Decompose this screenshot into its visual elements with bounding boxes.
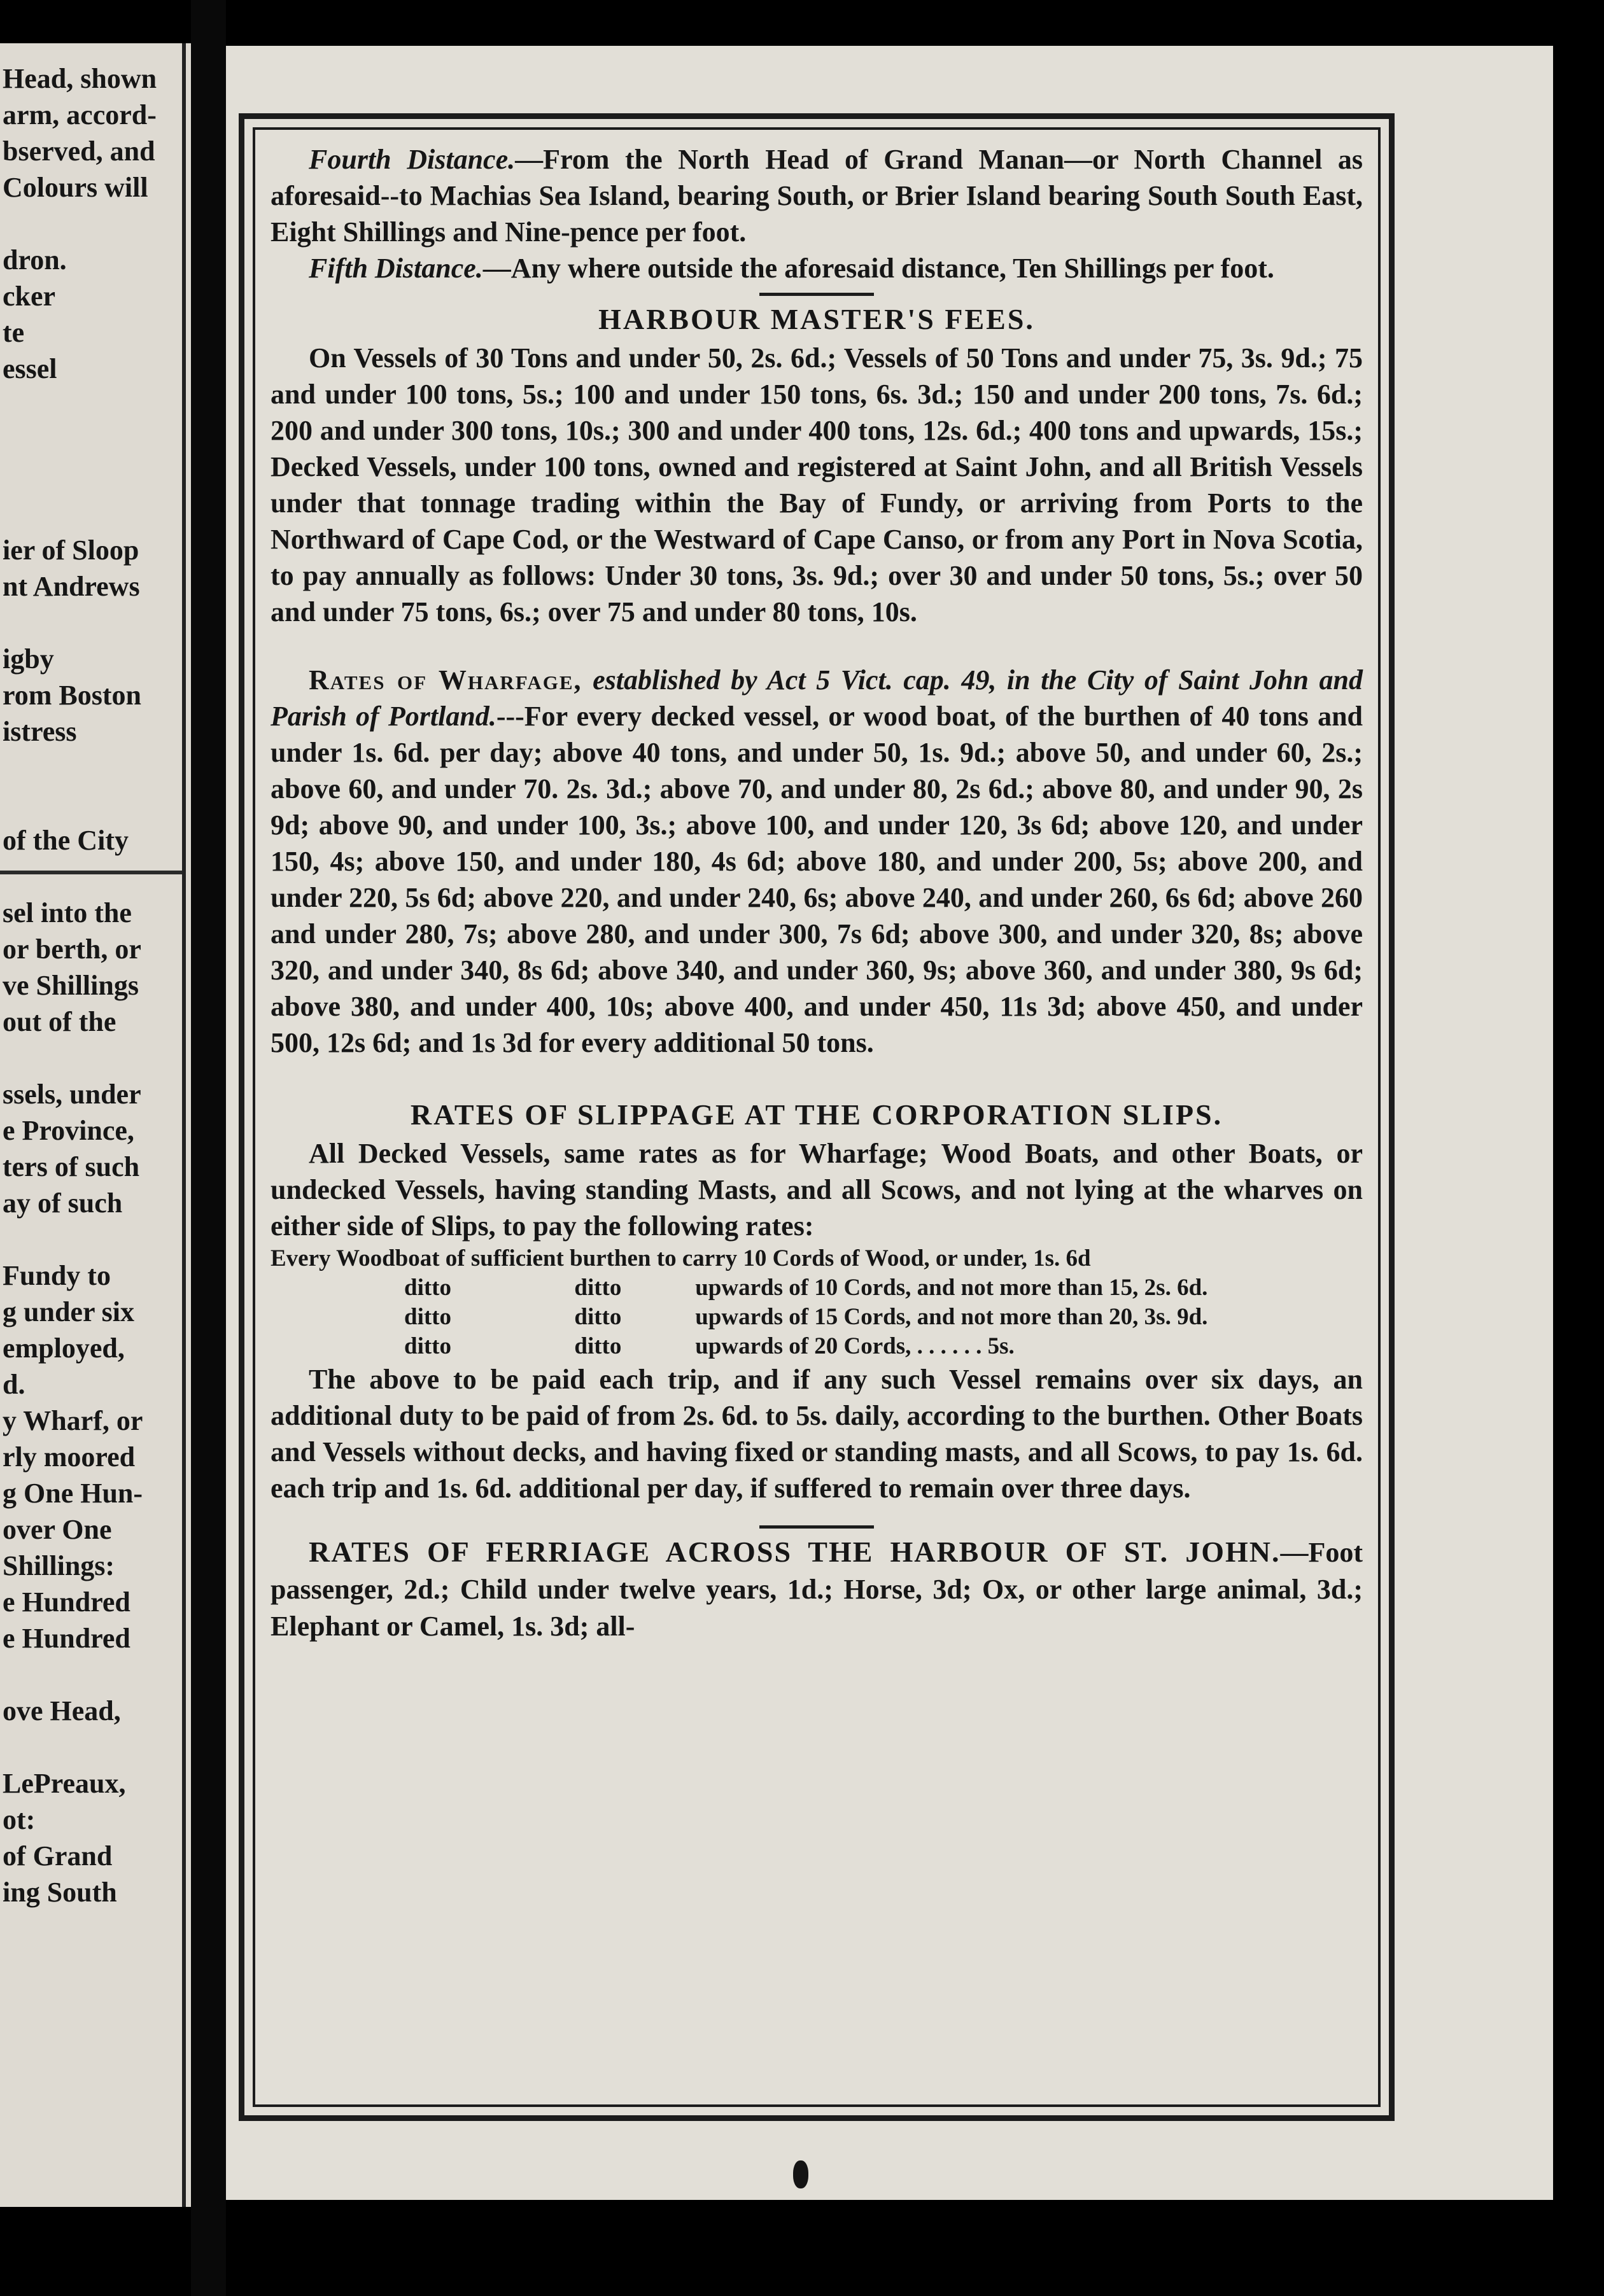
left-column-line: bserved, and: [3, 136, 155, 167]
left-column-line: e Hundred: [3, 1623, 130, 1654]
left-column-line: LePreaux,: [3, 1768, 126, 1799]
slippage-first-row: Every Woodboat of sufficient burthen to carry 10 Cords of Wood, or under, 1s. 6d: [271, 1245, 1091, 1271]
left-column-line: Shillings:: [3, 1550, 115, 1581]
table-cell: ditto: [574, 1304, 622, 1330]
table-cell: upwards of 10 Cords, and not more than 15, 2s. 6d.: [695, 1275, 1208, 1301]
left-column-line: ot:: [3, 1804, 36, 1835]
left-column-line: dron.: [3, 244, 67, 276]
left-column-border: [182, 43, 186, 2207]
left-column-line: or berth, or: [3, 934, 141, 965]
wharfage-paragraph: [271, 662, 1363, 1061]
left-column-line: sel into the: [3, 897, 132, 928]
left-column-line: nt Andrews: [3, 571, 140, 602]
table-cell: ditto: [404, 1275, 451, 1301]
left-column-line: ing South: [3, 1877, 117, 1908]
page-gutter: [191, 0, 226, 2296]
table-row: [271, 1303, 1363, 1332]
ferriage-paragraph: [271, 1534, 1363, 1644]
left-page-fragment: [0, 43, 191, 2207]
slippage-after-text: The above to be paid each trip, and if any such Vessel remains over six days, an additional duty to be paid of from 2s. 6d. to 5s. daily, according to the burthen. Other Boats and Vessels without decks, and having fixed or standing masts, and all Scows, to pay 1s. 6d. each trip and 1s. 6d. additional per day, if suffered to remain over three days.: [271, 1364, 1363, 1504]
left-column-rule: [0, 871, 185, 874]
left-column-line: of Grand: [3, 1840, 113, 1872]
wharfage-established: established by Act 5 Vict. cap. 49, in the City of Saint John and Parish of Portland.: [271, 664, 1363, 732]
fourth-distance-paragraph: [271, 141, 1363, 250]
left-column-line: Fundy to: [3, 1260, 111, 1291]
left-column-line: cker: [3, 281, 56, 312]
left-column-line: Head, shown: [3, 63, 157, 94]
left-column-line: ssels, under: [3, 1079, 141, 1110]
left-column-line: ove Head,: [3, 1695, 121, 1726]
left-column-line: e Province,: [3, 1115, 134, 1146]
left-column-line: over One: [3, 1514, 112, 1545]
left-column-line: employed,: [3, 1333, 125, 1364]
fourth-distance-label: Fourth Distance.: [309, 144, 516, 175]
left-column-line: rly moored: [3, 1441, 136, 1473]
left-column-line: arm, accord-: [3, 99, 157, 130]
left-column-line: Colours will: [3, 172, 148, 203]
ferriage-heading: RATES OF FERRIAGE ACROSS THE HARBOUR OF ST. JOHN.: [309, 1536, 1281, 1568]
left-column-line: ters of such: [3, 1151, 140, 1182]
page-content: [271, 141, 1363, 1644]
left-column-line: igby: [3, 643, 54, 675]
fourth-distance-text: —From the North Head of Grand Manan—or North Channel as aforesaid--to Machias Sea Island, bearing South, or Brier Island bearing South South East, Eight Shillings and Nine-pence per foot.: [271, 144, 1363, 248]
table-cell: upwards of 20 Cords, . . . . . . 5s.: [695, 1333, 1015, 1359]
left-column-line: of the City: [3, 825, 129, 856]
left-column-line: istress: [3, 716, 77, 747]
left-column-line: e Hundred: [3, 1586, 130, 1618]
page-ornament-mark: [793, 2160, 808, 2188]
table-cell: upwards of 15 Cords, and not more than 20, 3s. 9d.: [695, 1304, 1208, 1330]
slippage-rates-table: [271, 1273, 1363, 1361]
left-column-line: essel: [3, 353, 57, 384]
left-column-line: g under six: [3, 1296, 135, 1327]
table-cell: ditto: [574, 1275, 622, 1301]
table-cell: ditto: [404, 1304, 451, 1330]
wharfage-text: ---For every decked vessel, or wood boat, of the burthen of 40 tons and under 1s. 6d. per day; above 40 tons, and under 50, 1s. 9d.; above 50, and under 60, 2s.; above 60, and under 70. 2s. 3d.; above 70, and under 80, 2s 6d.; above 80, and under 90, 2s 9d; above 90, and under 100, 3s.; above 100, and under 120, 3s 6d; above 120, and under 150, 4s; above 150, and under 180, 4s 6d; above 180, and under 200, 5s; above 200, and under 220, 5s 6d; above 220, and under 240, 6s; above 240, and under 260, 6s 6d; above 260 and under 280, 7s; above 280, and under 300, 7s 6d; above 300, and under 320, 8s; above 320, and under 340, 8s 6d; above 340, and under 360, 9s; above 360, and under 380, 9s 6d; above 380, and under 400, 10s; above 400, and under 450, 11s 3d; above 450, and under 500, 12s 6d; and 1s 3d for every additional 50 tons.: [271, 701, 1363, 1058]
left-column-line: y Wharf, or: [3, 1405, 143, 1436]
table-cell: ditto: [404, 1333, 451, 1359]
section-divider: [759, 293, 874, 296]
table-row: [271, 1273, 1363, 1303]
table-row: [271, 1332, 1363, 1361]
left-column-line: g One Hun-: [3, 1478, 143, 1509]
left-column-line: out of the: [3, 1006, 116, 1037]
left-column-line: ier of Sloop: [3, 535, 139, 566]
fifth-distance-text: —Any where outside the aforesaid distance, Ten Shillings per foot.: [482, 253, 1274, 284]
fifth-distance-label: Fifth Distance.: [309, 253, 483, 284]
fifth-distance-paragraph: [271, 250, 1363, 286]
harbour-master-heading: HARBOUR MASTER'S FEES.: [598, 303, 1035, 335]
wharfage-heading: Rates of Wharfage,: [309, 664, 582, 696]
left-column-line: ve Shillings: [3, 970, 139, 1001]
slippage-text: All Decked Vessels, same rates as for Wharfage; Wood Boats, and other Boats, or undecked Vessels, having standing Masts, and all Scows, and not lying at the wharves on either side of Slips, to pay the following rates:: [271, 1138, 1363, 1242]
harbour-master-text: On Vessels of 30 Tons and under 50, 2s. 6d.; Vessels of 50 Tons and under 75, 3s. 9d.; 75 and under 100 tons, 5s.; 100 and under 150 tons, 6s. 3d.; 150 and under 200 tons, 7s. 6d.; 200 and under 300 tons, 10s.; 300 and under 400 tons, 12s. 6d.; 400 tons and upwards, 15s.; Decked Vessels, under 100 tons, owned and registered at Saint John, and all British Vessels under that tonnage trading within the Bay of Fundy, or arriving from Ports to the Northward of Cape Cod, or the Westward of Cape Canso, or from any Port in Nova Scotia, to pay annually as follows: Under 30 tons, 3s. 9d.; over 30 and under 50 tons, 5s.; over 50 and under 75 tons, 6s.; over 75 and under 80 tons, 10s.: [271, 342, 1363, 627]
left-column-line: rom Boston: [3, 680, 141, 711]
table-cell: ditto: [574, 1333, 622, 1359]
section-divider: [759, 1525, 874, 1529]
slippage-heading: RATES OF SLIPPAGE AT THE CORPORATION SLIPS.: [410, 1098, 1223, 1131]
left-column-line: d.: [3, 1369, 25, 1400]
ferriage-text: —Foot passenger, 2d.; Child under twelve years, 1d.; Horse, 3d; Ox, or other large animal, 3d.; Elephant or Camel, 1s. 3d; all-: [271, 1537, 1363, 1642]
left-column-line: ay of such: [3, 1187, 123, 1219]
left-column-line: te: [3, 317, 25, 348]
